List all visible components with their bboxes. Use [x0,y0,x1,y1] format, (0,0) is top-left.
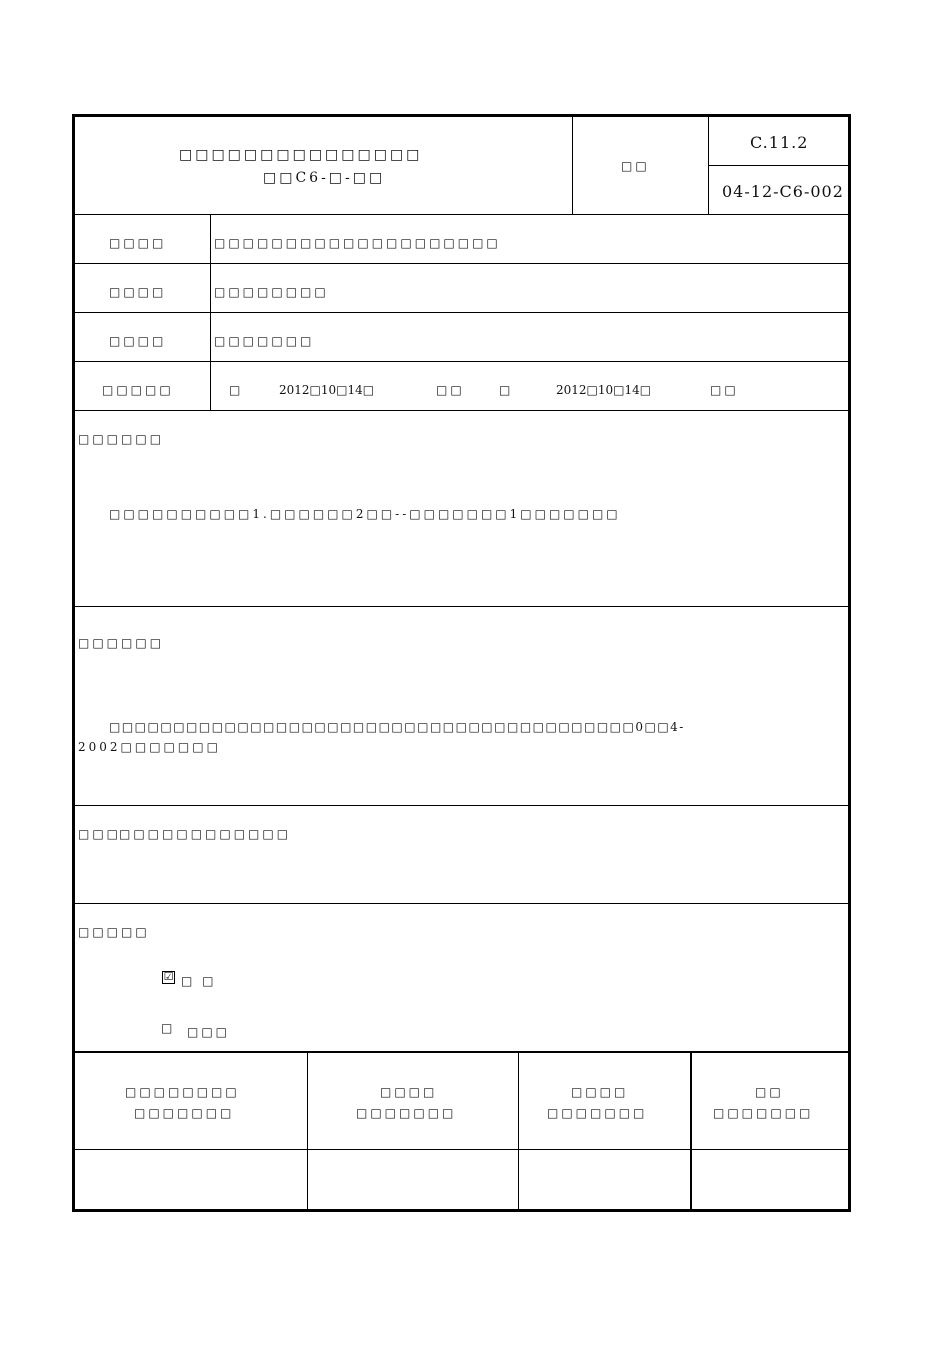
header-code-divider [708,165,848,166]
signature-4-line2: □□□□□□□ [713,1106,814,1120]
signature-3-line1: □□□□ [571,1085,629,1099]
row-divider [75,312,848,313]
time-start-prefix: □ [229,383,244,397]
section-divider [75,606,848,607]
code-label: □□ [621,159,650,173]
section-divider [75,903,848,904]
unit-value: □□□□□□□ [214,334,315,348]
part-label: □□□□ [109,285,167,299]
signature-column-divider [690,1051,692,1212]
part-value: □□□□□□□□ [214,285,329,299]
time-label: □□□□□ [102,383,174,397]
signature-column-divider [307,1051,308,1212]
section-divider [75,805,848,806]
project-name-label: □□□□ [109,236,167,250]
signature-1-line2: □□□□□□□ [134,1106,235,1120]
content-text: □□□□□□□□□□1.□□□□□□2□□--□□□□□□□1□□□□□□□ [109,507,621,521]
signature-divider [75,1051,848,1053]
signature-4-line1: □□ [755,1085,784,1099]
option-accepted-label: □ □ [181,974,217,988]
unit-label: □□□□ [109,334,167,348]
note-text: □□□□□□□□□□□□ [119,827,292,841]
document-number: 04-12-C6-002 [722,182,844,201]
signature-row-divider [75,1149,848,1150]
acceptance-form [72,114,851,1212]
option-rejected-label: □□□ [187,1025,231,1039]
header-divider-1 [572,117,573,214]
form-code: C.11.2 [750,133,809,152]
row-divider [75,263,848,264]
signature-1-line1: □□□□□□□□ [125,1085,240,1099]
form-title-line1: □□□□□□□□□□□□□□□ [179,147,423,163]
signature-3-line2: □□□□□□□ [547,1106,648,1120]
signature-column-divider [518,1051,519,1212]
form-title-line2: □□C6-□-□□ [263,170,386,186]
time-end-prefix: □ [499,383,514,397]
checkbox-unchecked-icon[interactable]: □ [161,1021,176,1035]
inspection-label: □□□□□□ [78,636,165,650]
signature-2-line1: □□□□ [380,1085,438,1099]
signature-2-line2: □□□□□□□ [356,1106,457,1120]
checkbox-checked-icon[interactable]: ☑ [163,970,174,983]
inspection-text-line1: □□□□□□□□□□□□□□□□□□□□□□□□□□□□□□□□□□□□□□□□□0□□4- [109,720,685,734]
time-end-date: 2012□10□14□ [556,383,652,397]
row-divider [75,214,848,215]
row-divider [75,361,848,362]
inspection-text-line2: 2002□□□□□□□ [78,740,221,754]
result-label: □□□□□ [78,925,150,939]
project-name-value: □□□□□□□□□□□□□□□□□□□□ [214,236,501,250]
content-label: □□□□□□ [78,432,165,446]
row-divider [75,410,848,411]
time-end-suffix: □□ [710,383,739,397]
time-start-date: 2012□10□14□ [279,383,375,397]
note-label: □□□ [78,827,122,841]
time-start-suffix: □□ [436,383,465,397]
